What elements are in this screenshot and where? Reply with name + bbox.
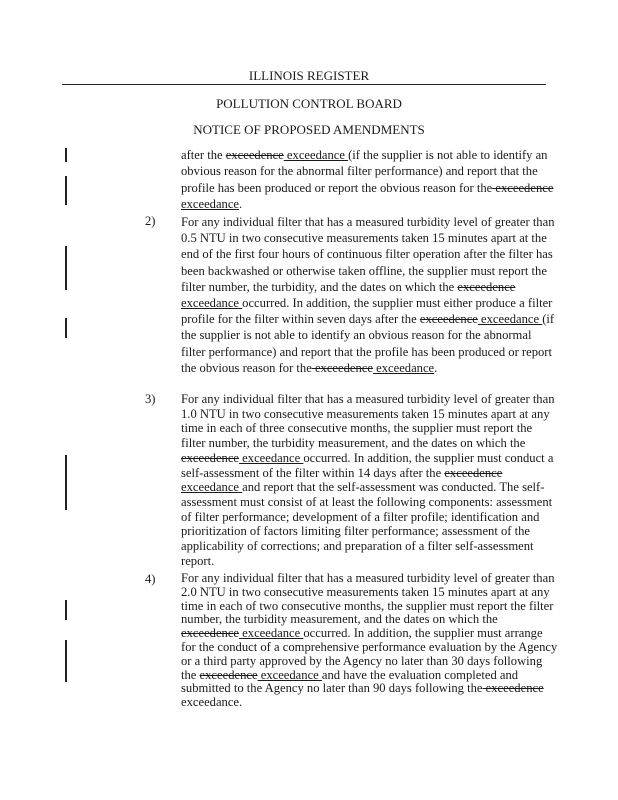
deleted-text: exceedence	[181, 626, 240, 641]
text-line	[181, 539, 561, 554]
text-line	[181, 466, 561, 481]
text-run: for the conduct of a comprehensive performance evaluation by the Agency	[181, 639, 558, 654]
board-title: POLLUTION CONTROL BOARD	[216, 96, 402, 111]
text-run: occurred. In addition, the supplier must arrange	[303, 626, 543, 641]
text-run: the	[181, 667, 200, 682]
text-run: For any individual filter that has a measured turbidity level of greater than	[181, 392, 555, 406]
change-bar	[65, 640, 67, 682]
change-bar	[65, 600, 67, 620]
header-rule	[62, 84, 546, 85]
text-line	[181, 682, 561, 696]
text-run: submitted to the Agency no later than 90 days following the	[181, 681, 483, 696]
change-bar	[65, 148, 67, 162]
deleted-text: exceedence	[225, 148, 284, 162]
deleted-text: exceedence	[419, 312, 478, 327]
paragraph-item-3	[181, 392, 561, 568]
text-line	[181, 655, 561, 669]
inserted-text: exceedance	[283, 148, 349, 162]
text-run: .	[434, 360, 438, 375]
text-line	[181, 327, 561, 343]
item-number: 2)	[145, 214, 156, 228]
text-run: .	[239, 196, 243, 211]
text-line	[181, 147, 561, 163]
text-line	[181, 627, 561, 641]
text-line	[181, 495, 561, 510]
text-line	[181, 451, 561, 466]
change-bar	[65, 455, 67, 510]
text-line	[181, 524, 561, 539]
text-run: profile for the filter within seven days after the	[181, 312, 420, 327]
notice-title: NOTICE OF PROPOSED AMENDMENTS	[193, 122, 425, 137]
deleted-text: exceedence	[492, 180, 554, 195]
text-run: and report that the self-assessment was conducted. The self-	[242, 480, 545, 495]
text-line	[181, 180, 561, 196]
inserted-text: exceedance	[477, 312, 543, 327]
deleted-text: exceedence	[457, 279, 516, 294]
text-line	[181, 246, 561, 262]
text-line	[181, 572, 561, 586]
text-line	[181, 163, 561, 179]
deleted-text: exceedence	[444, 465, 503, 480]
text-run: (if the supplier is not able to identify an	[348, 148, 548, 162]
deleted-text: exceedence	[181, 450, 240, 465]
text-line	[181, 696, 561, 710]
text-line	[181, 613, 561, 627]
text-run: of filter performance; development of a filter profile; identification and	[181, 509, 540, 524]
text-run: the supplier is not able to identify an obvious reason for the abnormal	[181, 328, 532, 343]
text-line	[181, 669, 561, 683]
text-line	[181, 196, 561, 212]
text-run: exceedance.	[181, 695, 243, 710]
item-number: 3)	[145, 392, 156, 406]
text-line	[181, 600, 561, 614]
text-line	[181, 436, 561, 451]
change-bar	[65, 176, 67, 205]
text-line	[181, 392, 561, 407]
text-line	[181, 586, 561, 600]
inserted-text: exceedance	[257, 667, 322, 682]
text-run: For any individual filter that has a measured turbidity level of greater than	[181, 571, 555, 585]
text-run: filter number, the turbidity measurement, and the dates on which the	[181, 436, 526, 451]
text-line	[181, 421, 561, 436]
item-number: 4)	[145, 572, 156, 586]
inserted-text: exceedance	[181, 196, 240, 211]
text-run: applicability of corrections; and preparation of a filter self-assessment	[181, 539, 534, 554]
paragraph-item-2	[181, 214, 561, 376]
text-line	[181, 311, 561, 327]
text-run: end of the first four hours of continuous filter operation after the filter has	[181, 247, 553, 262]
text-run: assessment must consist of at least the following components: assessment	[181, 494, 553, 509]
text-line	[181, 510, 561, 525]
paragraph-continuation	[181, 147, 561, 212]
text-run: number, the turbidity measurement, and the dates on which the	[181, 612, 498, 627]
text-run: been backwashed or otherwise taken offline, the supplier must report the	[181, 263, 547, 278]
text-run: and have the evaluation completed and	[321, 667, 519, 682]
text-run: time in each of three consecutive months, the supplier must report the	[181, 421, 533, 436]
text-run: obvious reason for the abnormal filter performance) and report that the	[181, 164, 538, 179]
deleted-text: exceedence	[482, 681, 544, 696]
text-line	[181, 230, 561, 246]
text-line	[181, 214, 561, 230]
text-run: 2.0 NTU in two consecutive measurements taken 15 minutes apart at any	[181, 584, 550, 599]
text-run: 1.0 NTU in two consecutive measurements taken 15 minutes apart at any	[181, 406, 550, 421]
text-run: (if	[542, 312, 555, 327]
text-run: 0.5 NTU in two consecutive measurements taken 15 minutes apart at the	[181, 231, 547, 246]
text-line	[181, 263, 561, 279]
text-run: the obvious reason for the	[181, 360, 312, 375]
text-run: time in each of two consecutive months, the supplier must report the filter	[181, 598, 554, 613]
text-run: prioritization of factors limiting filter performance; assessment of the	[181, 524, 531, 539]
inserted-text: exceedance	[239, 450, 304, 465]
text-run: occurred. In addition, the supplier must conduct a	[303, 450, 554, 465]
text-run: report.	[181, 553, 215, 568]
deleted-text: exceedence	[311, 360, 373, 375]
text-run: For any individual filter that has a measured turbidity level of greater than	[181, 215, 555, 229]
text-run: after the	[181, 148, 226, 162]
text-run: occurred. In addition, the supplier must either produce a filter	[242, 296, 553, 311]
change-bar	[65, 246, 67, 290]
text-run: filter performance) and report that the profile has been produced or report	[181, 344, 552, 359]
text-line	[181, 279, 561, 295]
text-line	[181, 344, 561, 360]
text-line	[181, 360, 561, 376]
inserted-text: exceedance	[181, 480, 243, 495]
text-run: self-assessment of the filter within 14 days after the	[181, 465, 445, 480]
deleted-text: exceedence	[199, 667, 258, 682]
paragraph-item-4	[181, 572, 561, 710]
text-run: or a third party approved by the Agency no later than 30 days following	[181, 653, 543, 668]
text-line	[181, 554, 561, 569]
text-run: profile has been produced or report the obvious reason for the	[181, 180, 493, 195]
inserted-text: exceedance	[239, 626, 304, 641]
text-line	[181, 480, 561, 495]
text-line	[181, 641, 561, 655]
register-title: ILLINOIS REGISTER	[248, 68, 370, 83]
text-line	[181, 295, 561, 311]
change-bar	[65, 318, 67, 338]
inserted-text: exceedance	[372, 360, 435, 375]
text-line	[181, 407, 561, 422]
text-run: filter number, the turbidity, and the dates on which the	[181, 279, 458, 294]
inserted-text: exceedance	[181, 296, 243, 311]
